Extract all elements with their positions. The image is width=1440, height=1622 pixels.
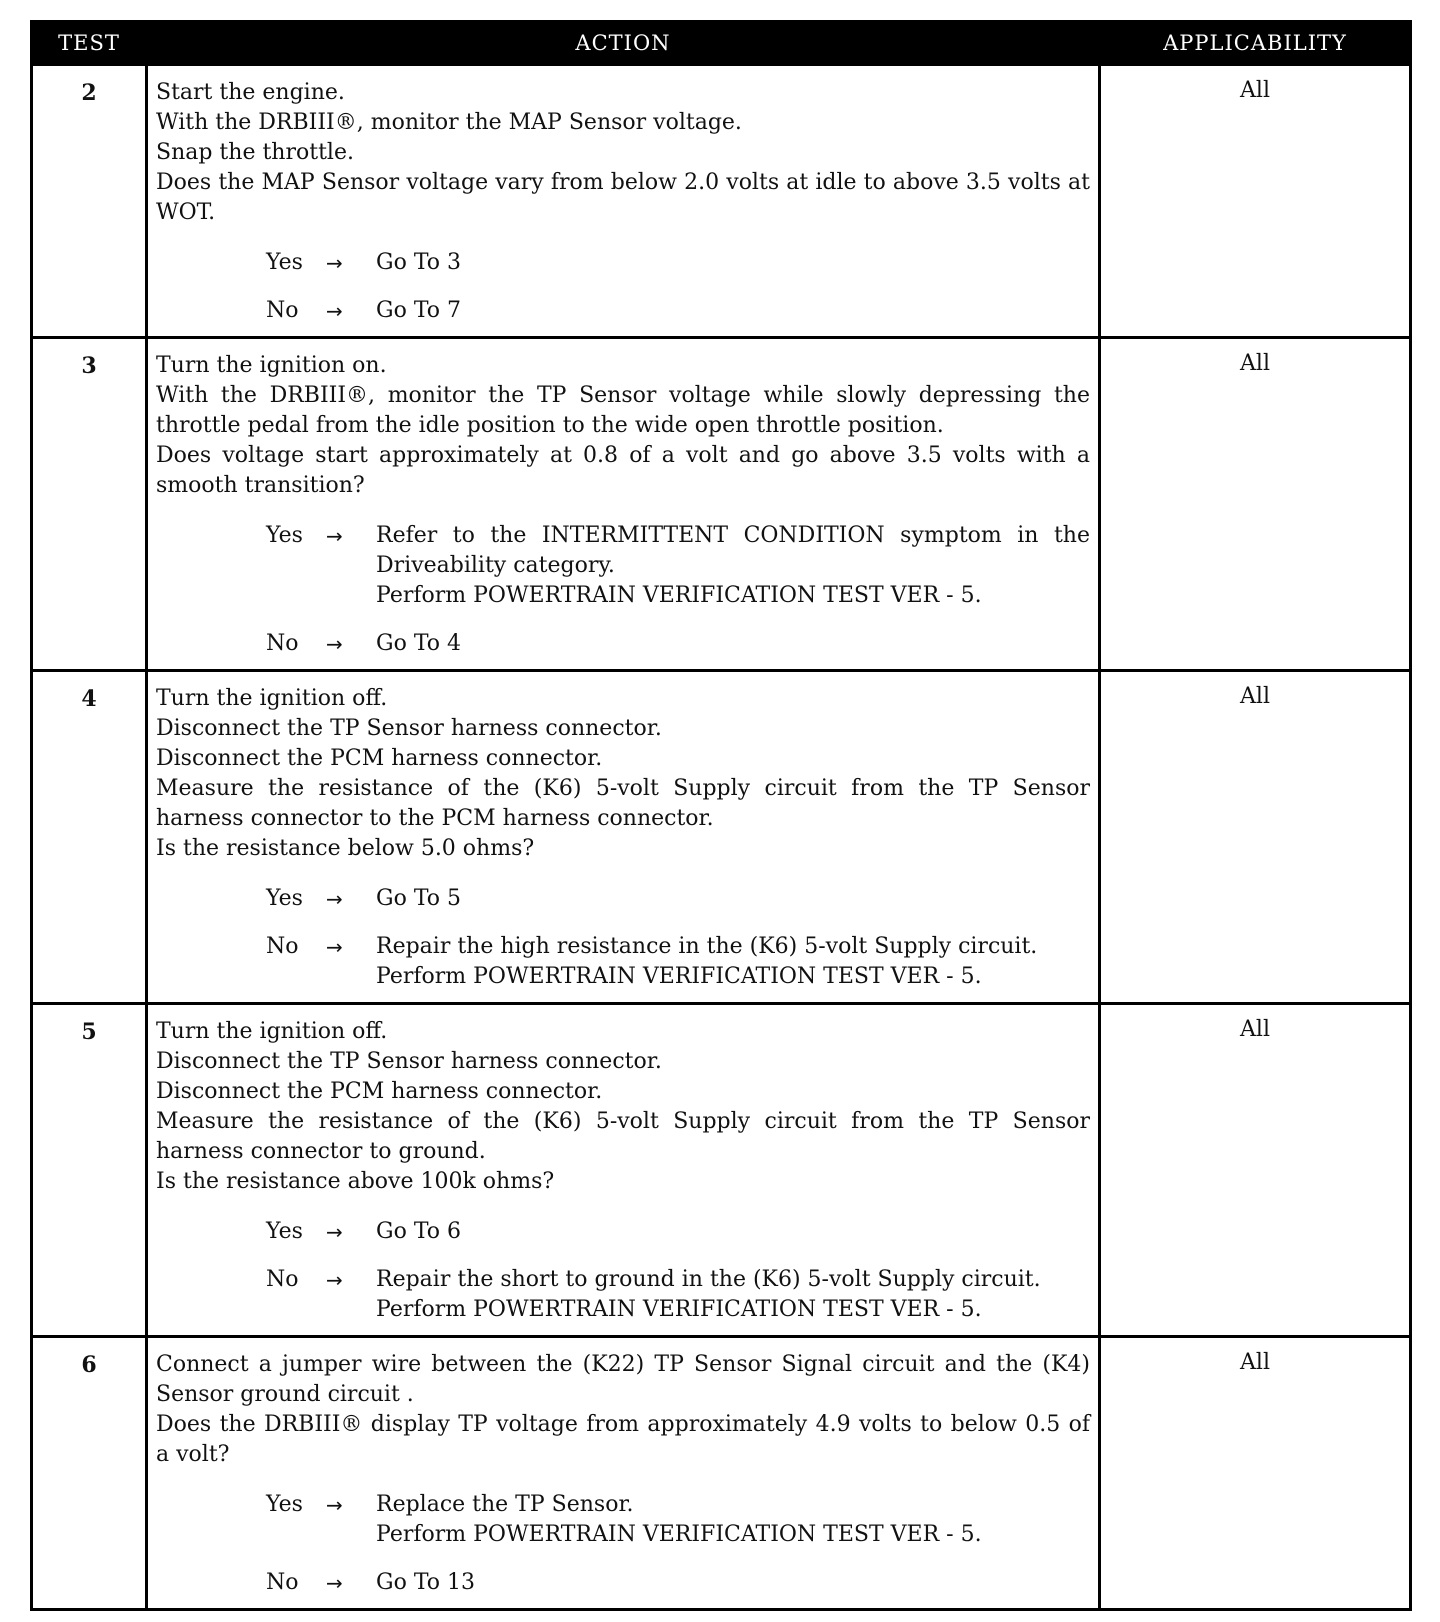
right-arrow-icon: →	[326, 632, 343, 656]
action-step: Disconnect the TP Sensor harness connector.	[156, 716, 662, 741]
action-step: Measure the resistance of the (K6) 5-volt Supply circuit from the TP Sensor harness connector to the PCM harness connector.	[156, 776, 1090, 831]
outcome-yes	[156, 521, 1090, 611]
outcome-no-result	[376, 1265, 1090, 1325]
outcome-no	[156, 932, 1090, 992]
diagnostic-test-table	[30, 20, 1412, 1611]
outcome-yes	[156, 248, 1090, 278]
action-step: Does the MAP Sensor voltage vary from below 2.0 volts at idle to above 3.5 volts at WOT.	[156, 170, 1090, 225]
outcome-yes-label: Yes	[266, 523, 303, 548]
result-line: Go To 7	[376, 298, 462, 323]
diagnostic-test-document	[30, 20, 1409, 1611]
outcome-yes-result	[376, 1490, 1090, 1550]
action-step: Does the DRBIII® display TP voltage from approximately 4.9 volts to below 0.5 of a volt?	[156, 1412, 1090, 1467]
result-line: Go To 6	[376, 1219, 462, 1244]
table-row	[32, 1337, 1411, 1610]
applicability-cell: All	[1100, 65, 1411, 338]
result-line: Go To 13	[376, 1570, 476, 1595]
action-step: Disconnect the PCM harness connector.	[156, 1079, 603, 1104]
outcome-yes-result	[376, 1217, 1090, 1247]
outcome-no	[156, 296, 1090, 326]
outcome-no	[156, 1265, 1090, 1325]
header-applicability: APPLICABILITY	[1100, 22, 1411, 65]
test-number: 6	[32, 1337, 147, 1610]
action-step: Measure the resistance of the (K6) 5-volt Supply circuit from the TP Sensor harness connector to ground.	[156, 1109, 1090, 1164]
table-row	[32, 65, 1411, 338]
action-step: Turn the ignition off.	[156, 1019, 388, 1044]
result-line: Go To 3	[376, 250, 462, 275]
result-line: Perform POWERTRAIN VERIFICATION TEST VER - 5.	[376, 1522, 982, 1547]
test-number: 2	[32, 65, 147, 338]
outcome-no-label: No	[266, 1267, 299, 1292]
action-cell	[147, 1004, 1100, 1337]
result-line: Repair the short to ground in the (K6) 5-volt Supply circuit.	[376, 1267, 1041, 1292]
applicability-cell: All	[1100, 1004, 1411, 1337]
outcome-yes	[156, 1217, 1090, 1247]
outcome-yes	[156, 1490, 1090, 1550]
action-step: Turn the ignition on.	[156, 353, 387, 378]
outcome-no	[156, 629, 1090, 659]
outcome-no-result	[376, 1568, 1090, 1598]
outcome-no-label: No	[266, 1570, 299, 1595]
right-arrow-icon: →	[326, 1268, 343, 1292]
outcome-no-result	[376, 296, 1090, 326]
right-arrow-icon: →	[326, 299, 343, 323]
result-line: Go To 5	[376, 886, 462, 911]
outcome-no-label: No	[266, 934, 299, 959]
outcome-yes-label: Yes	[266, 886, 303, 911]
result-line: Perform POWERTRAIN VERIFICATION TEST VER - 5.	[376, 964, 982, 989]
action-cell	[147, 1337, 1100, 1610]
action-cell	[147, 65, 1100, 338]
outcome-no-result	[376, 932, 1090, 992]
action-step: Turn the ignition off.	[156, 686, 388, 711]
action-step: Disconnect the PCM harness connector.	[156, 746, 603, 771]
outcome-no-result	[376, 629, 1090, 659]
action-cell	[147, 671, 1100, 1004]
action-step: Start the engine.	[156, 80, 345, 105]
outcome-no-label: No	[266, 631, 299, 656]
header-action: ACTION	[147, 22, 1100, 65]
table-row	[32, 671, 1411, 1004]
test-number: 3	[32, 338, 147, 671]
action-step: Is the resistance above 100k ohms?	[156, 1169, 555, 1194]
right-arrow-icon: →	[326, 1220, 343, 1244]
right-arrow-icon: →	[326, 251, 343, 275]
right-arrow-icon: →	[326, 887, 343, 911]
action-step: Does voltage start approximately at 0.8 of a volt and go above 3.5 volts with a smooth transition?	[156, 443, 1090, 498]
test-number: 5	[32, 1004, 147, 1337]
right-arrow-icon: →	[326, 935, 343, 959]
table-header-row	[32, 22, 1411, 65]
result-line: Replace the TP Sensor.	[376, 1492, 634, 1517]
action-step: Is the resistance below 5.0 ohms?	[156, 836, 535, 861]
result-line: Repair the high resistance in the (K6) 5-volt Supply circuit.	[376, 934, 1038, 959]
action-step: With the DRBIII®, monitor the MAP Sensor voltage.	[156, 110, 742, 135]
action-step: Disconnect the TP Sensor harness connector.	[156, 1049, 662, 1074]
right-arrow-icon: →	[326, 1493, 343, 1517]
table-row	[32, 1004, 1411, 1337]
outcome-yes-result	[376, 248, 1090, 278]
outcome-yes	[156, 884, 1090, 914]
right-arrow-icon: →	[326, 1571, 343, 1595]
outcome-yes-result	[376, 884, 1090, 914]
result-line: Perform POWERTRAIN VERIFICATION TEST VER - 5.	[376, 1297, 982, 1322]
result-line: Refer to the INTERMITTENT CONDITION symptom in the Driveability category.	[376, 523, 1090, 578]
action-step: Connect a jumper wire between the (K22) TP Sensor Signal circuit and the (K4) Sensor ground circuit .	[156, 1352, 1090, 1407]
applicability-cell: All	[1100, 671, 1411, 1004]
action-step: Snap the throttle.	[156, 140, 354, 165]
header-test: TEST	[32, 22, 147, 65]
outcome-yes-label: Yes	[266, 1219, 303, 1244]
outcome-yes-result	[376, 521, 1090, 611]
result-line: Perform POWERTRAIN VERIFICATION TEST VER - 5.	[376, 583, 982, 608]
test-number: 4	[32, 671, 147, 1004]
outcome-no-label: No	[266, 298, 299, 323]
applicability-cell: All	[1100, 338, 1411, 671]
result-line: Go To 4	[376, 631, 462, 656]
action-cell	[147, 338, 1100, 671]
outcome-yes-label: Yes	[266, 1492, 303, 1517]
table-row	[32, 338, 1411, 671]
right-arrow-icon: →	[326, 524, 343, 548]
action-step: With the DRBIII®, monitor the TP Sensor voltage while slowly depressing the throttle pedal from the idle position to the wide open throttle position.	[156, 383, 1090, 438]
applicability-cell: All	[1100, 1337, 1411, 1610]
outcome-yes-label: Yes	[266, 250, 303, 275]
outcome-no	[156, 1568, 1090, 1598]
